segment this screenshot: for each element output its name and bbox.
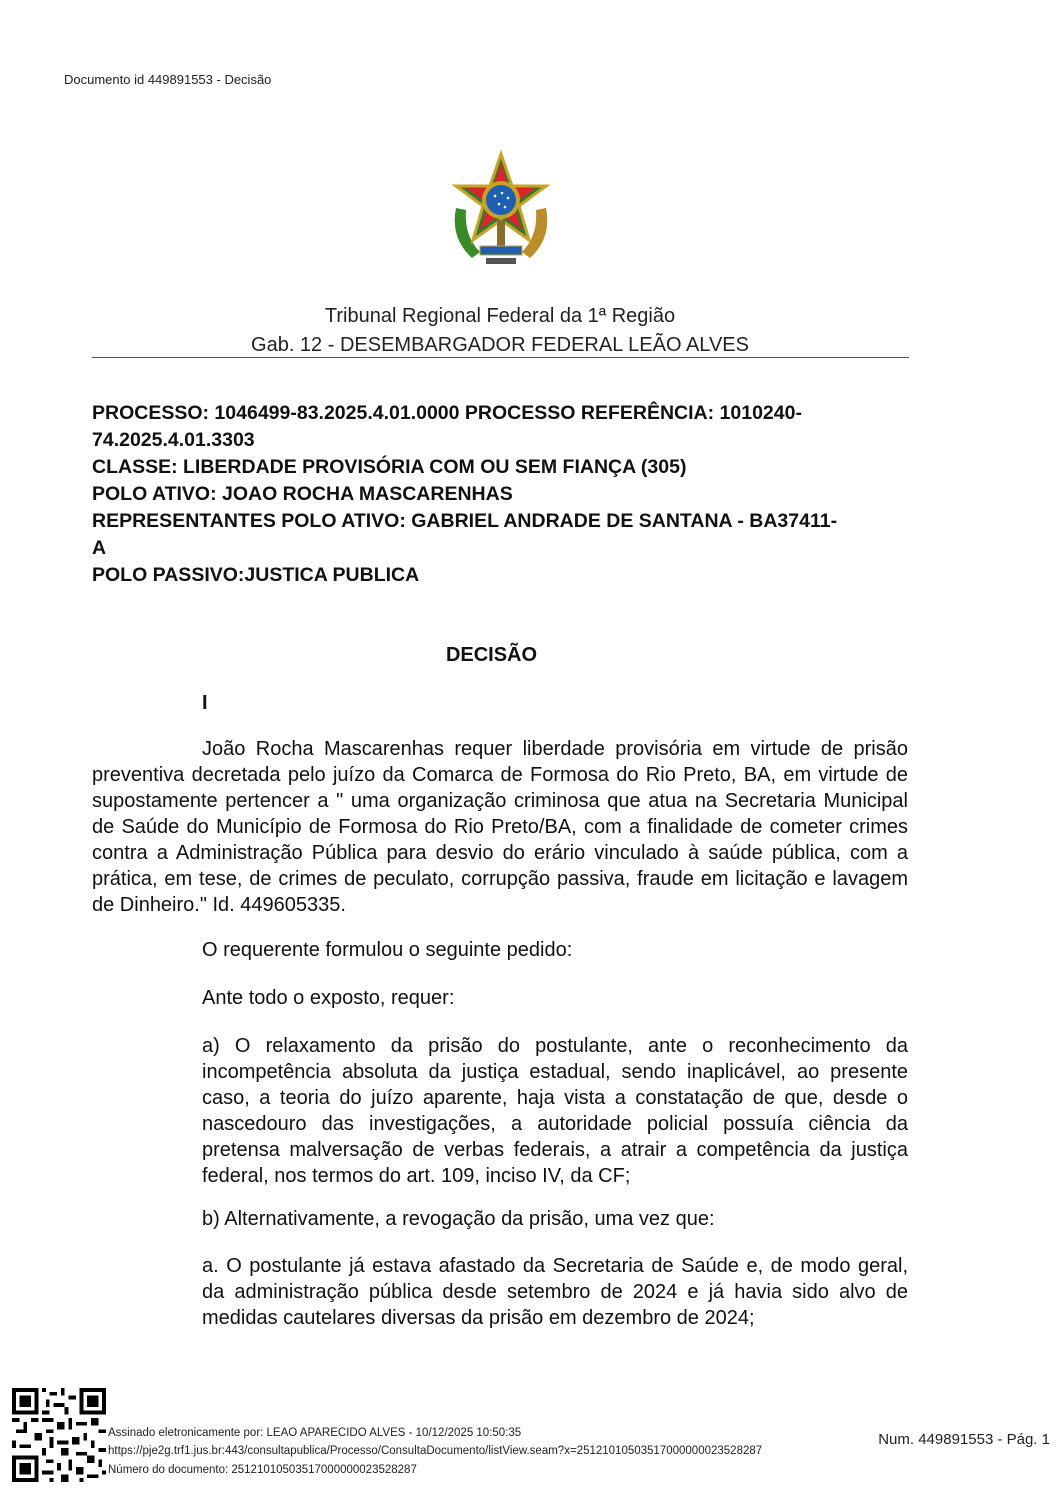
decision-title: DECISÃO	[445, 644, 538, 666]
body-paragraph: João Rocha Mascarenhas requer liberdade provisória em virtude de prisão preventiva decretada pelo juízo da Comarca de Formosa do Rio Preto, BA, em virtude de supostamente pertencer a " uma organização criminosa que atua na Secretaria Municipal de Saúde do Município de Formosa do Rio Preto/BA, com a finalidade de cometer crimes contra a Administração Pública para desvio do erário vinculado à saúde pública, com a prática, em tese, de crimes de peculato, corrupção passiva, fraude em licitação e lavagem de Dinheiro." Id. 449605335.	[92, 738, 908, 916]
request-item-b: b) Alternativamente, a revogação da prisão, uma vez que:	[202, 1208, 715, 1230]
process-header-line: POLO PASSIVO:JUSTICA PUBLICA	[92, 564, 420, 586]
qr-code-icon	[12, 1388, 106, 1482]
process-header-line: REPRESENTANTES POLO ATIVO: GABRIEL ANDRADE DE SANTANA - BA37411-	[92, 510, 838, 532]
court-chamber: Gab. 12 - DESEMBARGADOR FEDERAL LEÃO ALVES	[251, 334, 749, 356]
document-number: Número do documento: 25121010503517000000023528287	[108, 1464, 417, 1476]
request-subitem-a: a. O postulante já estava afastado da Secretaria de Saúde e, de modo geral, da administração pública desde setembro de 2024 e já havia sido alvo de medidas cautelares diversas da prisão em dezembro de 2024;	[202, 1255, 908, 1329]
body-paragraph: O requerente formulou o seguinte pedido:	[202, 939, 573, 961]
section-number: I	[202, 692, 208, 714]
request-item-a: a) O relaxamento da prisão do postulante, ante o reconhecimento da incompetência absoluta da justiça estadual, sendo inaplicável, ao presente caso, a teoria do juízo aparente, haja vista a constatação de que, desde o nascedouro das investigações, a autoridade policial possuía ciência da pretensa malversação de verbas federais, a atrair a competência da justiça federal, nos termos do art. 109, inciso IV, da CF;	[202, 1035, 908, 1187]
process-header-line: PROCESSO: 1046499-83.2025.4.01.0000 PROCESSO REFERÊNCIA: 1010240-	[92, 402, 802, 424]
page-number: Num. 449891553 - Pág. 1	[878, 1431, 1050, 1448]
process-header-line: CLASSE: LIBERDADE PROVISÓRIA COM OU SEM FIANÇA (305)	[92, 456, 687, 478]
process-header	[92, 400, 912, 589]
process-header-line: 74.2025.4.01.3303	[92, 429, 255, 451]
consultation-url[interactable]: https://pje2g.trf1.jus.br:443/consultapublica/Processo/ConsultaDocumento/listView.seam?x=25121010503517000000023528287	[108, 1445, 763, 1457]
body-paragraph: Ante todo o exposto, requer:	[202, 987, 455, 1009]
process-header-line: A	[92, 537, 107, 559]
header-divider	[92, 357, 909, 358]
signature-line: Assinado eletronicamente por: LEAO APARECIDO ALVES - 10/12/2025 10:50:35	[108, 1427, 522, 1439]
court-name: Tribunal Regional Federal da 1ª Região	[324, 305, 676, 327]
coat-of-arms-icon	[442, 150, 560, 275]
document-id: Documento id 449891553 - Decisão	[64, 72, 272, 87]
process-header-line: POLO ATIVO: JOAO ROCHA MASCARENHAS	[92, 483, 513, 505]
